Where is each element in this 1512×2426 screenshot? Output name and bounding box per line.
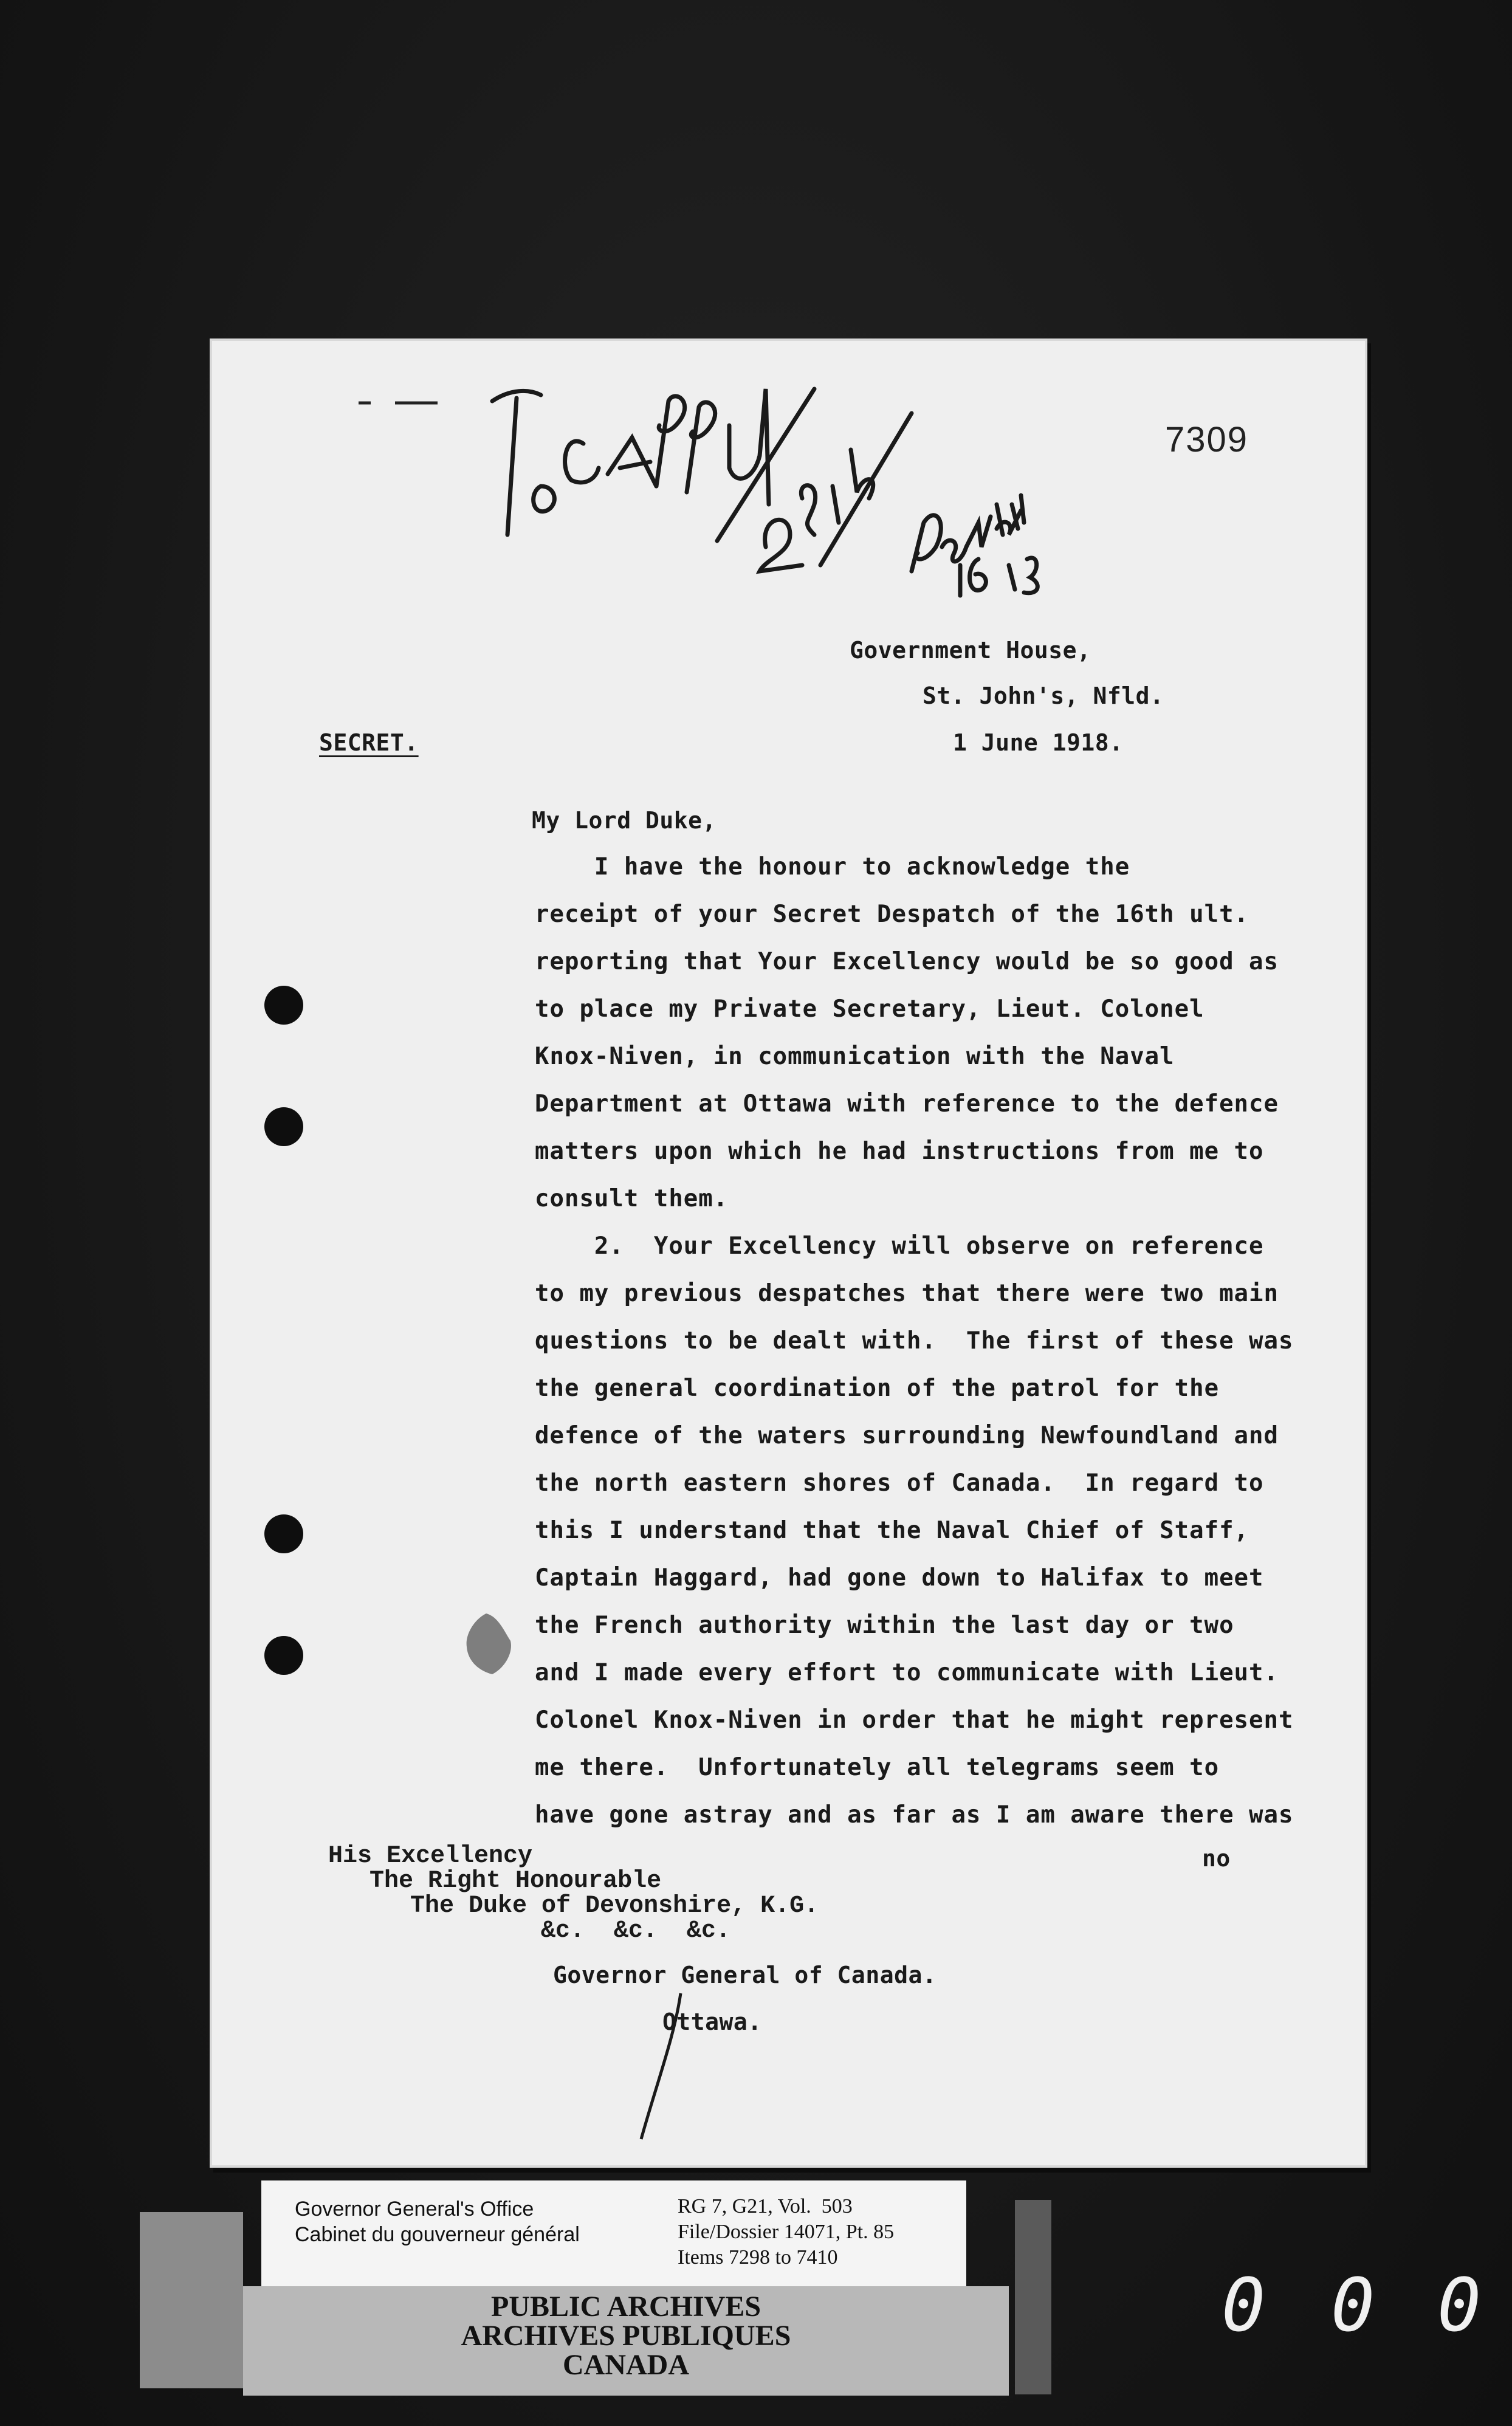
body-line: the general coordination of the patrol for the [535,1375,1220,1402]
frame-counter-digit: 0 [1222,2264,1266,2348]
body-line: Colonel Knox-Niven in order that he might represent [535,1706,1294,1734]
body-line: the north eastern shores of Canada. In regard to [535,1469,1264,1497]
addressee-line: &c. &c. &c. [541,1917,731,1945]
address-line: Government House, [850,637,1091,664]
punch-hole [264,986,303,1025]
pen-stroke [614,1987,699,2145]
punch-hole [264,1514,303,1553]
body-line: Captain Haggard, had gone down to Halifax to meet [535,1564,1264,1592]
office-name-en: Governor General's Office [295,2197,534,2221]
file-ref: File/Dossier 14071, Pt. 85 [678,2221,895,2243]
stamp-line: CANADA [563,2349,689,2381]
handwritten-annotation [474,365,1057,620]
punch-hole [264,1636,303,1675]
addressee-line: His Excellency [328,1843,533,1870]
body-line: questions to be dealt with. The first of these was [535,1327,1294,1355]
body-line: receipt of your Secret Despatch of the 16th ult. [535,901,1249,928]
film-leader-block [1015,2200,1051,2394]
body-line: matters upon which he had instructions from me to [535,1138,1264,1165]
body-line: and I made every effort to communicate with Lieut. [535,1659,1279,1686]
body-line: me there. Unfortunately all telegrams seem to [535,1754,1220,1781]
body-line: I have the honour to acknowledge the [535,853,1130,881]
record-group-ref: RG 7, G21, Vol. 503 [678,2195,853,2218]
catchword: no [1202,1845,1231,1872]
body-line: to place my Private Secretary, Lieut. Colonel [535,995,1204,1023]
addressee-line: Governor General of Canada. [553,1962,937,1988]
items-ref: Items 7298 to 7410 [678,2246,838,2269]
archive-reference-label [261,2180,966,2287]
frame-counter-digit: 0 [1437,2264,1482,2348]
body-line: defence of the waters surrounding Newfoundland and [535,1422,1279,1449]
body-line: reporting that Your Excellency would be so good as [535,948,1279,975]
address-line: St. John's, Nfld. [923,682,1164,709]
document-number: 7309 [1165,420,1249,459]
archive-stamp [243,2286,1009,2396]
page-mark [359,397,438,402]
classification-mark: SECRET. [319,729,419,756]
office-name-fr: Cabinet du gouverneur général [295,2223,580,2246]
body-line: consult them. [535,1185,729,1212]
punch-hole [264,1107,303,1146]
body-line: the French authority within the last day or two [535,1612,1234,1639]
film-leader-block [140,2212,243,2388]
body-line: this I understand that the Naval Chief of Staff, [535,1517,1249,1544]
body-line: have gone astray and as far as I am aware there was [535,1801,1294,1829]
addressee-line: The Right Honourable [369,1868,662,1895]
stamp-line: PUBLIC ARCHIVES [490,2290,761,2323]
addressee-line: The Duke of Devonshire, K.G. [410,1892,819,1920]
stamp-line: ARCHIVES PUBLIQUES [461,2320,791,2352]
letter-date: 1 June 1918. [953,729,1124,756]
body-line: Knox-Niven, in communication with the Naval [535,1043,1175,1070]
body-line: 2. Your Excellency will observe on reference [535,1232,1264,1260]
body-line: to my previous despatches that there were two main [535,1280,1279,1307]
frame-counter-digit: 0 [1331,2264,1375,2348]
body-line: Department at Ottawa with reference to the defence [535,1090,1279,1118]
addressee-line: Ottawa. [662,2008,762,2035]
ink-stain [462,1610,517,1677]
salutation: My Lord Duke, [532,807,716,834]
